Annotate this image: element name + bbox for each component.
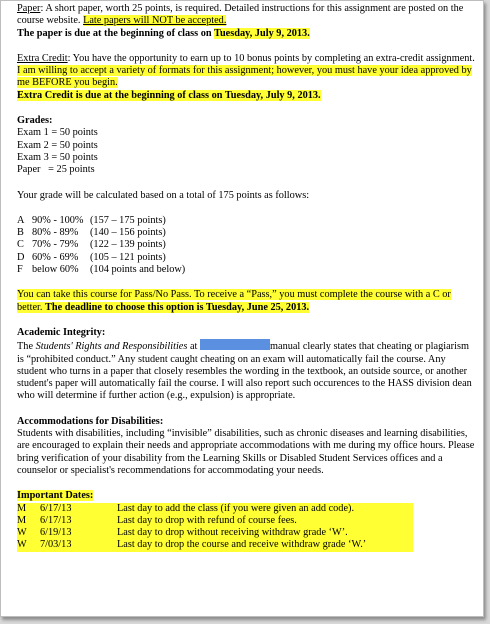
- grade-letter: D: [17, 251, 25, 263]
- important-date-row: [17, 539, 477, 551]
- late-papers-notice: Late papers will NOT be accepted.: [83, 15, 227, 27]
- date-description: Last day to add the class (if you were given an add code).: [117, 502, 355, 514]
- important-dates-heading: Important Dates:: [17, 490, 94, 502]
- date-value: 6/19/13: [40, 527, 72, 539]
- grade-points: (122 – 139 points): [90, 239, 166, 251]
- redacted-block: [200, 339, 270, 350]
- grade-scale-row: [17, 227, 477, 239]
- grades-heading: Grades:: [17, 115, 53, 127]
- date-value: 6/17/13: [40, 514, 72, 526]
- grade-percent: 80% - 89%: [32, 227, 79, 239]
- academic-integrity-heading: Academic Integrity:: [17, 326, 106, 338]
- grade-points: (140 – 156 points): [90, 227, 166, 239]
- paper-due-line: [17, 28, 477, 40]
- pass-no-pass-text: You can take this course for Pass/No Pass. To receive a “Pass,” you must complete the course with a C or better.: [17, 289, 451, 313]
- grade-points: (104 points and below): [90, 264, 186, 276]
- syllabus-content: [17, 3, 477, 552]
- paper-due-date: Tuesday, July 9, 2013.: [214, 27, 310, 39]
- important-date-row: [17, 515, 477, 527]
- extra-credit-due: Extra Credit is due at the beginning of class on Tuesday, July 9, 2013.: [17, 89, 321, 101]
- rights-manual-title: Students' Rights and Responsibilities: [35, 341, 188, 353]
- grade-letter: A: [17, 214, 25, 226]
- grade-item-exam1: Exam 1 = 50 points: [17, 127, 98, 139]
- date-weekday: M: [17, 502, 27, 514]
- date-weekday: W: [17, 539, 27, 551]
- grade-scale-row: [17, 215, 477, 227]
- date-description: Last day to drop without receiving withdraw grade ‘W’.: [117, 527, 348, 539]
- paper-label: Paper: [17, 3, 41, 14]
- grade-calc-text: Your grade will be calculated based on a total of 175 points as follows:: [17, 189, 310, 201]
- date-description: Last day to drop with refund of course fees.: [117, 514, 297, 526]
- grade-points: (157 – 175 points): [90, 214, 166, 226]
- extra-credit-text: : You have the opportunity to earn up to 10 bonus points by completing an extra-credit assignment.: [67, 52, 475, 64]
- date-description: Last day to drop the course and receive withdraw grade ‘W.’: [117, 539, 367, 551]
- grade-percent: below 60%: [32, 264, 79, 276]
- extra-credit-highlight: I am willing to accept a variety of formats for this assignment; however, you must have your idea approved by me BEFORE you begin.: [17, 65, 472, 89]
- grade-item-exam2: Exam 2 = 50 points: [17, 139, 98, 151]
- grade-letter: F: [17, 264, 23, 276]
- disabilities-heading: Accommodations for Disabilities:: [17, 415, 164, 427]
- grade-item-paper: Paper = 25 points: [17, 164, 95, 176]
- extra-credit-label: Extra Credit: [17, 52, 68, 64]
- grade-scale-table: [17, 215, 477, 276]
- grade-scale-row: [17, 239, 477, 251]
- grade-percent: 60% - 69%: [32, 251, 79, 263]
- date-weekday: W: [17, 527, 27, 539]
- paper-due-prefix: The paper is due at the beginning of class on: [17, 27, 215, 39]
- important-date-row: [17, 527, 477, 539]
- academic-integrity-paragraph: The Students' Rights and Responsibilities at manual clearly states that cheating or plagiarism is “prohibited conduct.” Any student caught cheating on an exam will automatically fail the course. Any student who turns in a paper that closely resembles the wording in the textbook, an outside source, or another student's paper will automatically fail the course. I will also report such occurences to the HASS division dean who will determine if further action (e.g., expulsion) is appropriate.: [17, 341, 472, 402]
- grade-percent: 90% - 100%: [32, 214, 84, 226]
- disabilities-paragraph: Students with disabilities, including “invisible” disabilities, such as chronic diseases and learning disabilities, are encouraged to explain their needs and appropriate accommodations with me during my office hours. Please bring verification of your disability from the Learning Skills or Disabled Student Services offices and a counselor or specialist's recommendations for accommodating your needs.: [17, 428, 475, 476]
- grade-scale-row: [17, 252, 477, 264]
- date-value: 7/03/13: [40, 539, 72, 551]
- grade-percent: 70% - 79%: [32, 239, 79, 251]
- pass-no-pass-deadline: The deadline to choose this option is Tuesday, June 25, 2013.: [45, 301, 310, 313]
- paper-paragraph: [17, 3, 477, 28]
- grade-points: (105 – 121 points): [90, 251, 166, 263]
- grade-scale-row: [17, 264, 477, 276]
- pass-no-pass-paragraph: [17, 289, 477, 314]
- important-dates-list: [17, 503, 477, 552]
- grade-item-exam3: Exam 3 = 50 points: [17, 151, 98, 163]
- grade-letter: C: [17, 239, 24, 251]
- date-value: 6/17/13: [40, 502, 72, 514]
- extra-credit-paragraph: [17, 53, 477, 90]
- paper-text: : A short paper, worth 25 points, is required. Detailed instructions for this assignment are posted on the course website.: [17, 3, 464, 27]
- grade-letter: B: [17, 227, 24, 239]
- important-date-row: [17, 503, 477, 515]
- date-weekday: M: [17, 514, 27, 526]
